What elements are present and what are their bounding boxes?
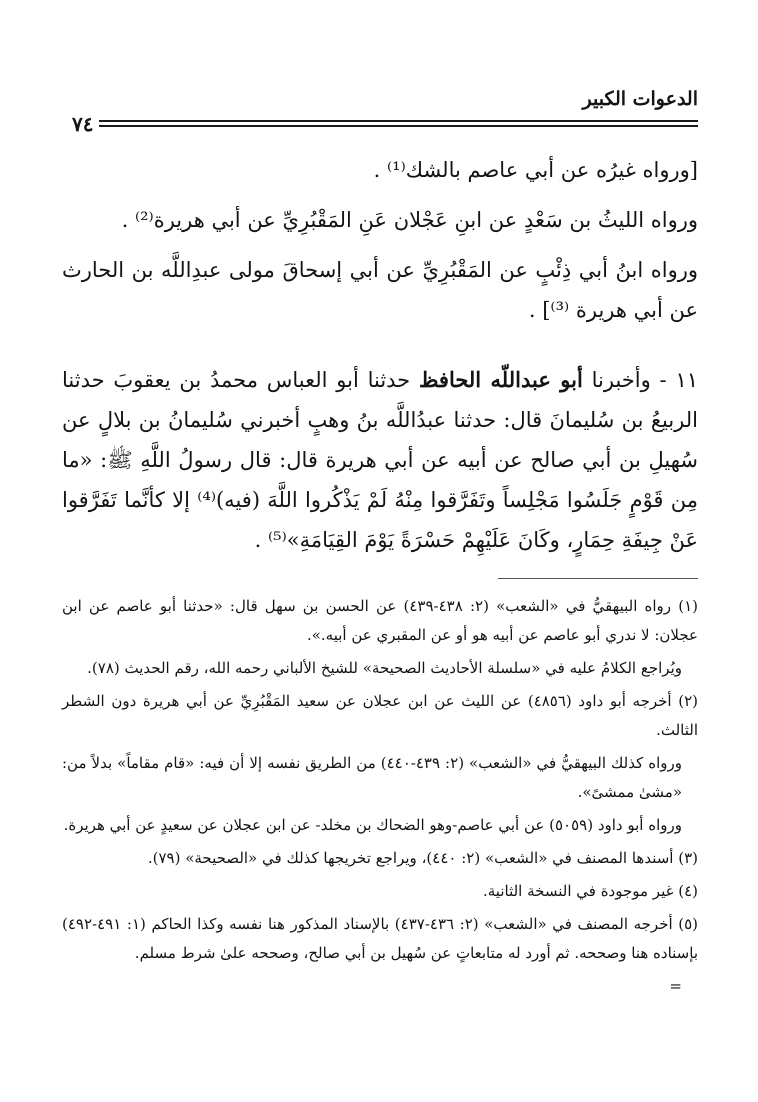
running-title: الدعوات الكبير (582, 88, 698, 110)
footnote-1-continued: ويُراجع الكلامُ عليه في «سلسلة الأحاديث الصحيحة» للشيخ الألباني رحمه الله، رقم الحديث (٧٨). (87, 659, 682, 677)
header-rule-top (62, 120, 698, 122)
footnote-divider (498, 578, 698, 579)
hadith-narrator: أبو عبداللّه الحافظ (418, 367, 583, 392)
paragraph-3: ورواه ابنُ أبي ذِئْبٍ عن المَقْبُرِيِّ عن أبي إسحاقَ مولى عبدِاللَّه بن الحارث عن أبي هريرة ⁽³⁾] . (62, 258, 698, 322)
page-number: ٧٤ (62, 112, 99, 136)
footnote-2-continued-b: ورواه أبو داود (٥٠٥٩) عن أبي عاصم-وهو الضحاك بن مخلد- عن ابن عجلان عن سعيدٍ عن أبي هريرة. (63, 816, 682, 834)
paragraph-2: ورواه الليثُ بن سَعْدٍ عن ابنِ عَجْلان عَنِ المَقْبُرِيِّ عن أبي هريرة⁽²⁾ . (121, 208, 698, 232)
footnotes (62, 592, 698, 1005)
hadith-paragraph (62, 360, 698, 560)
paragraph-1: [ورواه غيرُه عن أبي عاصم بالشك⁽¹⁾ . (373, 158, 698, 182)
footnote-1: (١) رواه البيهقيُّ في «الشعب» (٢: ٤٣٨-٤٣٩) عن الحسن بن سهل قال: «حدثنا أبو عاصم عن ابن عجلان: لا ندري أبو عاصم عن أبيه هو أو عن المقبري عن أبيه.». (62, 597, 698, 644)
footnote-4: (٤) غير موجودة في النسخة الثانية. (483, 882, 698, 900)
page-header (62, 84, 698, 134)
continuation-mark: = (669, 977, 682, 995)
main-text (62, 150, 698, 560)
footnote-5: (٥) أخرجه المصنف في «الشعب» (٢: ٤٣٦-٤٣٧) بالإسناد المذكور هنا نفسه وكذا الحاكم (١: ٤٩١-٤٩٢) بإسناده هنا وصححه. ثم أورد له متابعاتٍ عن سُهيل بن أبي صالح، وصححه علىٰ شرط مسلم. (62, 915, 698, 962)
footnote-2: (٢) أخرجه أبو داود (٤٨٥٦) عن الليث عن ابن عجلان عن سعيد المَقْبُرِيِّ عن أبي هريرة دون الشطر الثالث. (62, 692, 698, 739)
hadith-text: حدثنا أبو العباس محمدُ بن يعقوبَ حدثنا الربيعُ بن سُليمانَ قال: حدثنا عبدُاللَّه بنُ وهبٍ أخبرني سُليمانُ بن بلالٍ عن سُهيلِ بن أبي صالح عن أبيه عن أبي هريرة قال: قال رسولُ اللَّهِ ﷺ: «ما مِن قَوْمٍ جَلَسُوا مَجْلِساً وتَفَرَّقوا مِنْهُ لَمْ يَذْكُروا اللَّهَ (فيه)⁽⁴⁾ إلا كأنَّما تَفَرَّقوا عَنْ جِيفَةِ حِمَارٍ، وكَانَ عَلَيْهِمْ حَسْرَةً يَوْمَ القِيَامَةِ»⁽⁵⁾ . (62, 368, 698, 552)
header-rule-bottom (62, 125, 698, 127)
footnote-2-continued-a: ورواه كذلك البيهقيُّ في «الشعب» (٢: ٤٣٩-٤٤٠) من الطريق نفسه إلا أن فيه: «قام مقاماً» بدلاً من: «مشىٰ ممشىً». (62, 754, 682, 801)
footnote-3: (٣) أسندها المصنف في «الشعب» (٢: ٤٤٠)، ويراجع تخريجها كذلك في «الصحيحة» (٧٩). (147, 849, 698, 867)
hadith-number: ١١ - وأخبرنا (591, 368, 698, 392)
